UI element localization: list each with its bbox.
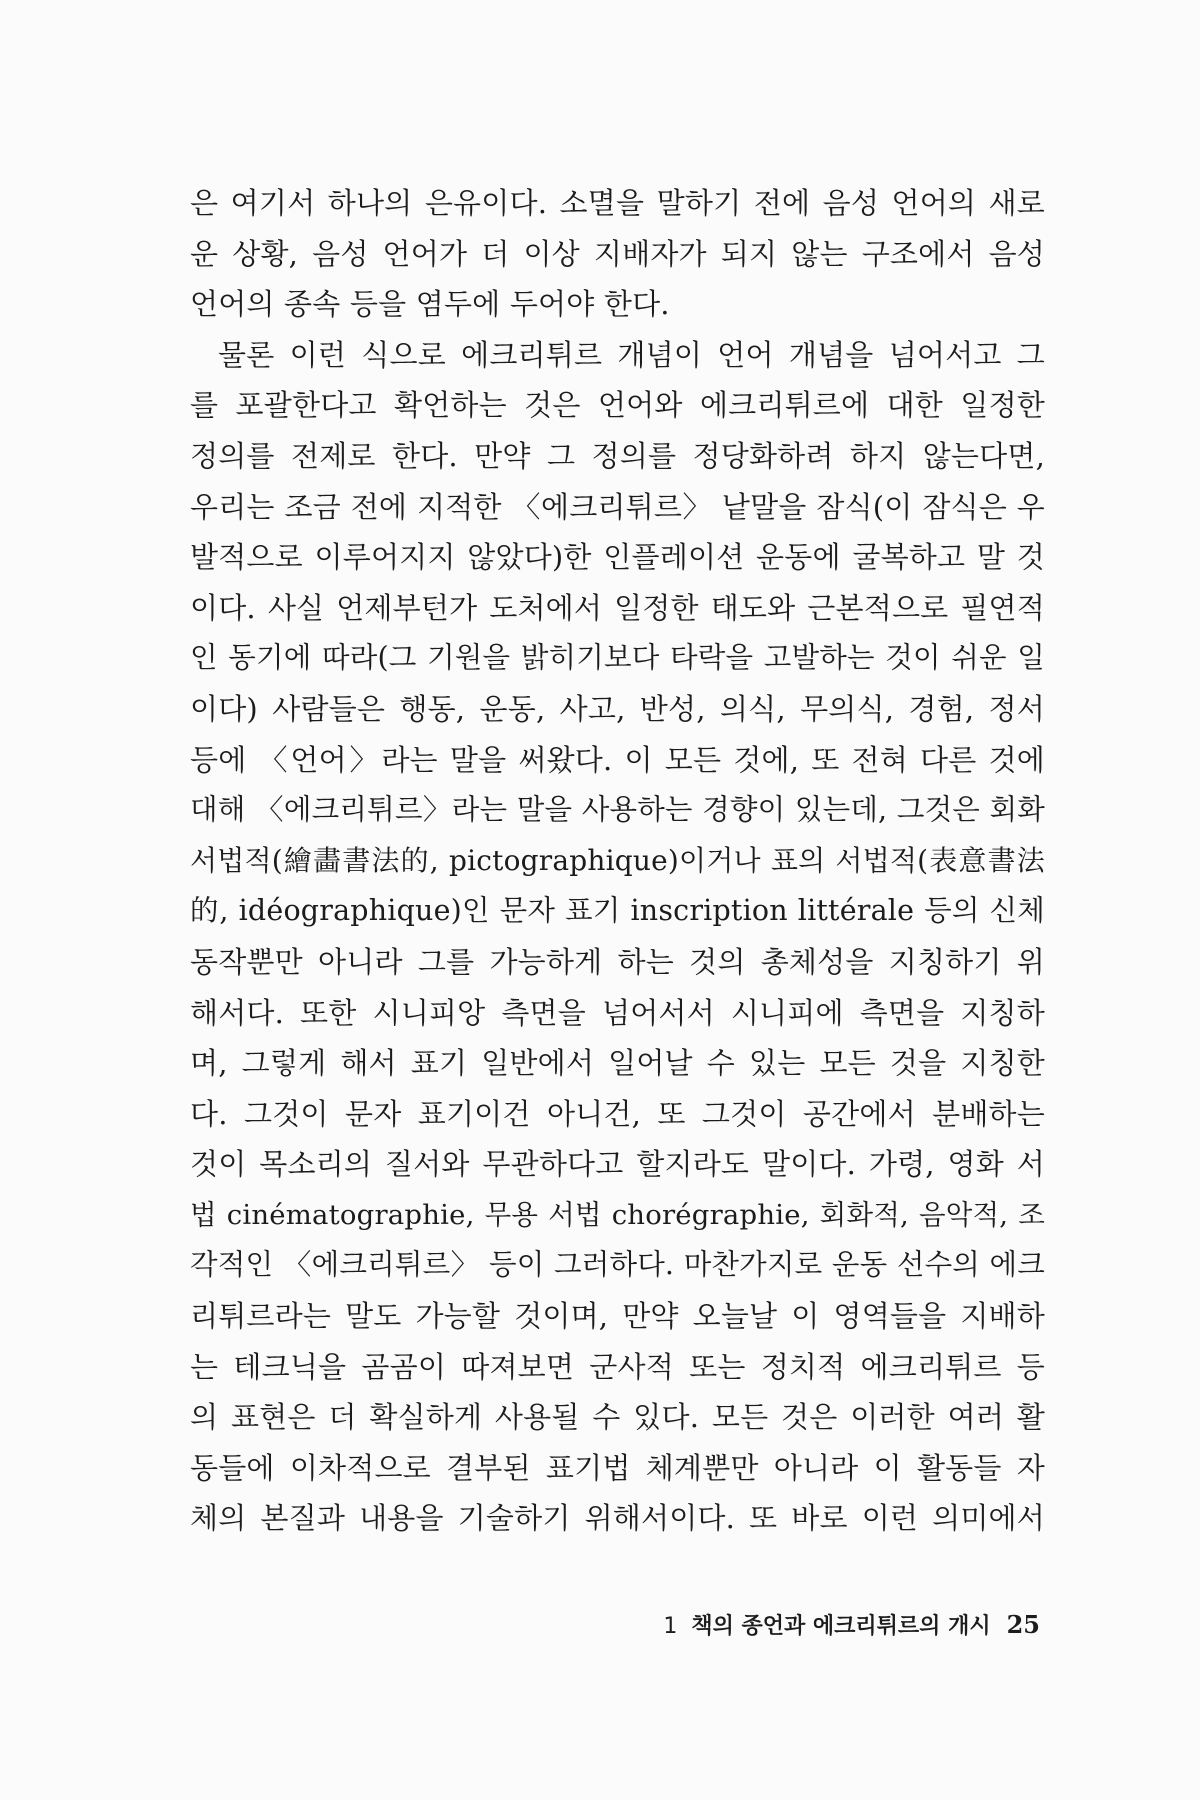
text-line: 물론 이런 식으로 에크리튀르 개념이 언어 개념을 넘어서고 그 (218, 337, 1045, 372)
page-number: 25 (1006, 1610, 1040, 1639)
chapter-title: 책의 종언과 에크리튀르의 개시 (691, 1614, 991, 1639)
text-line: 운 상황, 음성 언어가 더 이상 지배자가 되지 않는 구조에서 음성 (190, 236, 1045, 271)
text-line: 이다) 사람들은 행동, 운동, 사고, 반성, 의식, 무의식, 경험, 정서 (190, 691, 1045, 726)
text-line: 인 동기에 따라(그 기원을 밝히기보다 타락을 고발하는 것이 쉬운 일 (190, 641, 1045, 675)
text-line: 우리는 조금 전에 지적한 〈에크리튀르〉 낱말을 잠식(이 잠식은 우 (190, 489, 1045, 524)
text-line: 대해 〈에크리튀르〉라는 말을 사용하는 경향이 있는데, 그것은 회화 (190, 793, 1045, 827)
text-line: 정의를 전제로 한다. 만약 그 정의를 정당화하려 하지 않는다면, (190, 438, 1045, 473)
text-line: 를 포괄한다고 확언하는 것은 언어와 에크리튀르에 대한 일정한 (190, 388, 1045, 423)
text-line: 는 테크닉을 곰곰이 따져보면 군사적 또는 정치적 에크리튀르 등 (190, 1349, 1045, 1384)
text-line: 등에 〈언어〉라는 말을 써왔다. 이 모든 것에, 또 전혀 다른 것에 (190, 742, 1045, 777)
text-line: 서법적(繪畵書法的, pictographique)이거나 표의 서법적(表意書法 (190, 843, 1045, 877)
text-line: 的, idéographique)인 문자 표기 inscription littérale 등의 신체 (190, 894, 1045, 928)
text-line: 의 표현은 더 확실하게 사용될 수 있다. 모든 것은 이러한 여러 활 (190, 1400, 1045, 1435)
text-line: 이다. 사실 언제부턴가 도처에서 일정한 태도와 근본적으로 필연적 (190, 590, 1045, 625)
text-line: 체의 본질과 내용을 기술하기 위해서이다. 또 바로 이런 의미에서 (190, 1501, 1045, 1536)
text-line: 동작뿐만 아니라 그를 가능하게 하는 것의 총체성을 지칭하기 위 (190, 944, 1045, 979)
text-line: 언어의 종속 등을 염두에 두어야 한다. (190, 287, 670, 322)
body-text (190, 178, 1045, 1544)
text-line: 법 cinématographie, 무용 서법 chorégraphie, 회화적, 음악적, 조 (190, 1198, 1045, 1231)
text-line: 다. 그것이 문자 표기이건 아니건, 또 그것이 공간에서 분배하는 (190, 1096, 1045, 1131)
text-line: 동들에 이차적으로 결부된 표기법 체계뿐만 아니라 이 활동들 자 (190, 1450, 1045, 1485)
text-line: 며, 그렇게 해서 표기 일반에서 일어날 수 있는 모든 것을 지칭한 (190, 1046, 1045, 1081)
chapter-number: 1 (663, 1614, 678, 1639)
text-line: 해서다. 또한 시니피앙 측면을 넘어서서 시니피에 측면을 지칭하 (190, 995, 1045, 1030)
text-line: 것이 목소리의 질서와 무관하다고 할지라도 말이다. 가령, 영화 서 (190, 1147, 1045, 1182)
text-line: 발적으로 이루어지지 않았다)한 인플레이션 운동에 굴복하고 말 것 (190, 540, 1045, 575)
text-line: 은 여기서 하나의 은유이다. 소멸을 말하기 전에 음성 언어의 새로 (190, 186, 1045, 220)
text-line: 각적인 〈에크리튀르〉 등이 그러하다. 마찬가지로 운동 선수의 에크 (190, 1248, 1045, 1282)
text-line: 리튀르라는 말도 가능할 것이며, 만약 오늘날 이 영역들을 지배하 (190, 1299, 1045, 1334)
running-footer (663, 1609, 1040, 1640)
